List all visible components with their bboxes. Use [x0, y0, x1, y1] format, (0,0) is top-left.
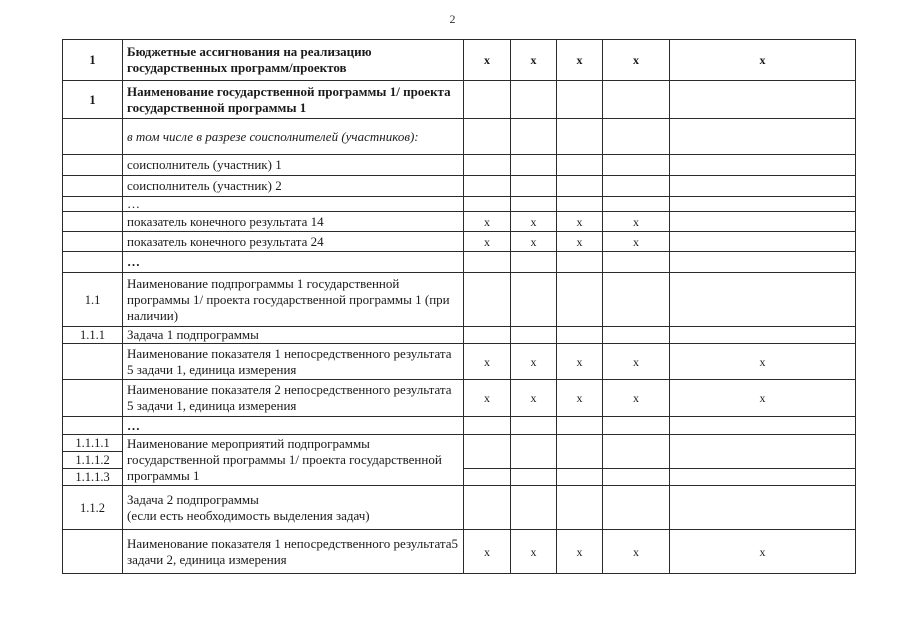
- empty-cell: [511, 252, 557, 273]
- empty-cell: [464, 155, 511, 176]
- table-row: [63, 212, 856, 232]
- x-mark: x: [464, 212, 511, 232]
- x-mark: x: [557, 530, 603, 574]
- empty-cell: [603, 273, 670, 327]
- empty-cell: [557, 435, 603, 469]
- indicator-name: Наименование показателя 1 непосредственного результата 5 задачи 1, единица измерения: [123, 344, 464, 380]
- table-row: [63, 486, 856, 530]
- empty-cell: [464, 197, 511, 212]
- table-row: [63, 119, 856, 155]
- ellipsis: …: [123, 252, 464, 273]
- task-name: Задача 2 подпрограммы (если есть необходимость выделения задач): [123, 486, 464, 530]
- empty-cell: [557, 155, 603, 176]
- x-mark: x: [464, 380, 511, 417]
- empty-cell: [464, 273, 511, 327]
- activity-name: Наименование мероприятий подпрограммы государственной программы 1/ проекта государственной программы 1: [123, 435, 464, 486]
- empty-cell: [464, 119, 511, 155]
- empty-cell: [464, 469, 511, 486]
- empty-cell: [557, 417, 603, 435]
- empty-cell: [557, 252, 603, 273]
- x-mark: x: [511, 344, 557, 380]
- empty-cell: [603, 155, 670, 176]
- empty-cell: [511, 119, 557, 155]
- empty-cell: [511, 486, 557, 530]
- empty-cell: [670, 273, 856, 327]
- empty-cell: [670, 435, 856, 469]
- indicator-name: Наименование показателя 1 непосредственного результата5 задачи 2, единица измерения: [123, 530, 464, 574]
- coexecutor-name: соисполнитель (участник) 2: [123, 176, 464, 197]
- table-row: [63, 176, 856, 197]
- empty-cell: [670, 417, 856, 435]
- task-name: Задача 1 подпрограммы: [123, 327, 464, 344]
- empty-cell: [511, 327, 557, 344]
- empty-cell: [63, 417, 123, 435]
- table-row: [63, 273, 856, 327]
- empty-cell: [511, 197, 557, 212]
- empty-cell: [464, 81, 511, 119]
- empty-cell: [603, 81, 670, 119]
- empty-cell: [63, 155, 123, 176]
- x-mark: x: [670, 40, 856, 81]
- table-row: [63, 232, 856, 252]
- x-mark: x: [670, 344, 856, 380]
- empty-cell: [603, 176, 670, 197]
- row-number: 1: [63, 40, 123, 81]
- row-number: 1.1: [63, 273, 123, 327]
- empty-cell: [670, 486, 856, 530]
- x-mark: x: [557, 232, 603, 252]
- empty-cell: [670, 176, 856, 197]
- row-number: 1.1.1: [63, 327, 123, 344]
- empty-cell: [511, 176, 557, 197]
- x-mark: x: [464, 530, 511, 574]
- x-mark: x: [511, 232, 557, 252]
- row-number: 1: [63, 81, 123, 119]
- x-mark: x: [603, 212, 670, 232]
- empty-cell: [670, 119, 856, 155]
- x-mark: x: [670, 380, 856, 417]
- page-number: 2: [449, 12, 456, 26]
- empty-cell: [603, 486, 670, 530]
- empty-cell: [464, 327, 511, 344]
- empty-cell: [464, 417, 511, 435]
- x-mark: x: [557, 380, 603, 417]
- empty-cell: [557, 327, 603, 344]
- empty-cell: [557, 81, 603, 119]
- x-mark: x: [603, 232, 670, 252]
- empty-cell: [63, 212, 123, 232]
- table-row: [63, 197, 856, 212]
- table-row: [63, 380, 856, 417]
- ellipsis: …: [123, 417, 464, 435]
- table-row: [63, 435, 856, 452]
- empty-cell: [557, 176, 603, 197]
- row-title: Бюджетные ассигнования на реализацию государственных программ/проектов: [123, 40, 464, 81]
- empty-cell: [511, 155, 557, 176]
- x-mark: x: [603, 40, 670, 81]
- empty-cell: [557, 119, 603, 155]
- x-mark: x: [464, 232, 511, 252]
- table-row: [63, 327, 856, 344]
- indicator-name: показатель конечного результата 14: [123, 212, 464, 232]
- indicator-name: Наименование показателя 2 непосредственного результата 5 задачи 1, единица измерения: [123, 380, 464, 417]
- empty-cell: [63, 252, 123, 273]
- coexecutor-name: соисполнитель (участник) 1: [123, 155, 464, 176]
- x-mark: x: [557, 344, 603, 380]
- empty-cell: [464, 176, 511, 197]
- x-mark: x: [603, 380, 670, 417]
- empty-cell: [603, 252, 670, 273]
- program-name: Наименование государственной программы 1/ проекта государственной программы 1: [123, 81, 464, 119]
- empty-cell: [464, 435, 511, 469]
- empty-cell: [63, 380, 123, 417]
- empty-cell: [511, 469, 557, 486]
- empty-cell: [63, 197, 123, 212]
- x-mark: x: [511, 530, 557, 574]
- row-number: 1.1.2: [63, 486, 123, 530]
- subprogram-name: Наименование подпрограммы 1 государственной программы 1/ проекта государственной программы 1 (при наличии): [123, 273, 464, 327]
- empty-cell: [464, 486, 511, 530]
- coexecutors-note: в том числе в разрезе соисполнителей (участников):: [123, 119, 464, 155]
- empty-cell: [557, 469, 603, 486]
- x-mark: x: [511, 380, 557, 417]
- empty-cell: [603, 417, 670, 435]
- budget-table: [62, 39, 856, 574]
- empty-cell: [670, 469, 856, 486]
- empty-cell: [670, 252, 856, 273]
- table-row: [63, 81, 856, 119]
- table-row: [63, 530, 856, 574]
- empty-cell: [511, 273, 557, 327]
- x-mark: x: [511, 40, 557, 81]
- empty-cell: [603, 469, 670, 486]
- empty-cell: [557, 197, 603, 212]
- empty-cell: [63, 232, 123, 252]
- x-mark: x: [464, 40, 511, 81]
- empty-cell: [603, 327, 670, 344]
- empty-cell: [557, 273, 603, 327]
- empty-cell: [670, 232, 856, 252]
- table-row: [63, 344, 856, 380]
- x-mark: x: [464, 344, 511, 380]
- row-number: 1.1.1.3: [63, 469, 123, 486]
- indicator-name: показатель конечного результата 24: [123, 232, 464, 252]
- x-mark: x: [557, 212, 603, 232]
- empty-cell: [603, 435, 670, 469]
- row-number: 1.1.1.1: [63, 435, 123, 452]
- empty-cell: [557, 486, 603, 530]
- empty-cell: [63, 176, 123, 197]
- empty-cell: [670, 327, 856, 344]
- empty-cell: [63, 344, 123, 380]
- empty-cell: [603, 119, 670, 155]
- row-number: 1.1.1.2: [63, 452, 123, 469]
- table-row: [63, 155, 856, 176]
- empty-cell: [670, 81, 856, 119]
- table-row: [63, 417, 856, 435]
- empty-cell: [670, 155, 856, 176]
- empty-cell: [511, 81, 557, 119]
- empty-cell: [63, 530, 123, 574]
- empty-cell: [670, 212, 856, 232]
- table-row: [63, 40, 856, 81]
- empty-cell: [603, 197, 670, 212]
- empty-cell: [63, 119, 123, 155]
- x-mark: x: [670, 530, 856, 574]
- empty-cell: [511, 417, 557, 435]
- empty-cell: [670, 197, 856, 212]
- empty-cell: [464, 252, 511, 273]
- x-mark: x: [557, 40, 603, 81]
- x-mark: x: [603, 344, 670, 380]
- x-mark: x: [511, 212, 557, 232]
- ellipsis: …: [123, 197, 464, 212]
- empty-cell: [511, 435, 557, 469]
- table-row: [63, 252, 856, 273]
- x-mark: x: [603, 530, 670, 574]
